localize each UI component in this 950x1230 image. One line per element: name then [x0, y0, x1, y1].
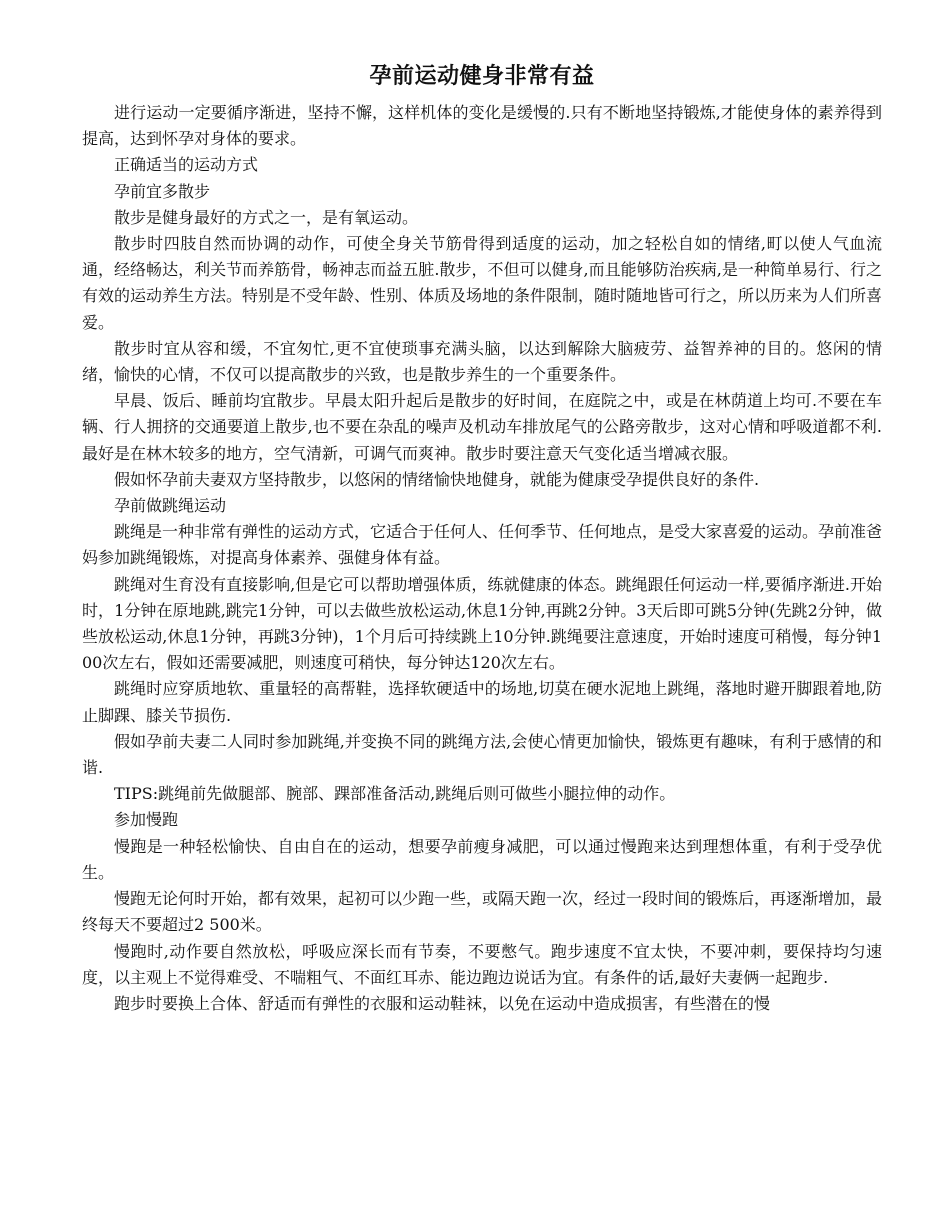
subsection-heading: 孕前宜多散步 — [114, 181, 211, 201]
document-body — [82, 100, 882, 1017]
paragraph: 跳绳对生育没有直接影响,但是它可以帮助增强体质，练就健康的体态。跳绳跟任何运动一样,要循序渐进.开始时，1分钟在原地跳,跳完1分钟，可以去做些放松运动,休息1分钟,再跳2分钟。3天后即可跳5分钟(先跳2分钟，做些放松运动,休息1分钟，再跳3分钟)，1个月后可持续跳上10分钟.跳绳要注意速度，开始时速度可稍慢，每分钟100次左右，假如还需要减肥，则速度可稍快，每分钟达120次左右。 — [82, 574, 882, 673]
paragraph: 早晨、饭后、睡前均宜散步。早晨太阳升起后是散步的好时间，在庭院之中，或是在林荫道上均可.不要在车辆、行人拥挤的交通要道上散步,也不要在杂乱的噪声及机动车排放尾气的公路旁散步，这对心情和呼吸道都不利.最好是在林木较多的地方，空气清新，可调气而爽神。散步时要注意天气变化适当增减衣服。 — [82, 391, 882, 463]
paragraph: 进行运动一定要循序渐进，坚持不懈，这样机体的变化是缓慢的.只有不断地坚持锻炼,才能使身体的素养得到提高，达到怀孕对身体的要求。 — [82, 103, 882, 149]
paragraph: 散步时宜从容和缓，不宜匆忙,更不宜使琐事充满头脑，以达到解除大脑疲劳、益智养神的目的。悠闲的情绪，愉快的心情，不仅可以提高散步的兴致，也是散步养生的一个重要条件。 — [82, 338, 882, 385]
paragraph: 慢跑是一种轻松愉快、自由自在的运动，想要孕前瘦身减肥，可以通过慢跑来达到理想体重，有利于受孕优生。 — [82, 836, 882, 882]
document-page — [82, 62, 882, 1017]
paragraph: 跳绳时应穿质地软、重量轻的高帮鞋，选择软硬适中的场地,切莫在硬水泥地上跳绳，落地时避开脚跟着地,防止脚踝、膝关节损伤. — [82, 679, 882, 725]
paragraph: 散步是健身最好的方式之一，是有氧运动。 — [114, 207, 419, 227]
paragraph: 假如孕前夫妻二人同时参加跳绳,并变换不同的跳绳方法,会使心情更加愉快，锻炼更有趣味，有利于感情的和谐. — [82, 731, 882, 778]
paragraph: 慢跑无论何时开始，都有效果，起初可以少跑一些，或隔天跑一次，经过一段时间的锻炼后，再逐渐增加，最终每天不要超过2 500米。 — [82, 889, 883, 935]
paragraph: 慢跑时,动作要自然放松，呼吸应深长而有节奏，不要憋气。跑步速度不宜太快，不要冲刺，要保持均匀速度，以主观上不觉得难受、不喘粗气、不面红耳赤、能边跑边说话为宜。有条件的话,最好夫妻俩一起跑步. — [82, 941, 882, 987]
paragraph: 散步时四肢自然而协调的动作，可使全身关节筋骨得到适度的运动，加之轻松自如的情绪,町以使人气血流通，经络畅达，利关节而养筋骨，畅神志而益五脏.散步，不但可以健身,而且能够防治疾病,是一种简单易行、行之有效的运动养生方法。特别是不受年龄、性别、体质及场地的条件限制，随时随地皆可行之，所以历来为人们所喜爱。 — [82, 234, 883, 332]
paragraph: 跑步时要换上合体、舒适而有弹性的衣服和运动鞋袜，以免在运动中造成损害，有些潜在的慢 — [114, 993, 771, 1013]
subsection-heading: 孕前做跳绳运动 — [114, 496, 227, 516]
subsection-heading: 参加慢跑 — [114, 810, 179, 830]
paragraph: 跳绳是一种非常有弹性的运动方式，它适合于任何人、任何季节、任何地点，是受大家喜爱的运动。孕前准爸妈参加跳绳锻炼，对提高身体素养、强健身体有益。 — [82, 522, 883, 568]
section-heading: 正确适当的运动方式 — [114, 155, 259, 175]
document-title: 孕前运动健身非常有益 — [369, 64, 595, 89]
tips-paragraph: TIPS:跳绳前先做腿部、腕部、踝部准备活动,跳绳后则可做些小腿拉伸的动作。 — [114, 784, 676, 804]
paragraph: 假如怀孕前夫妻双方坚持散步，以悠闲的情绪愉快地健身，就能为健康受孕提供良好的条件. — [114, 469, 760, 489]
